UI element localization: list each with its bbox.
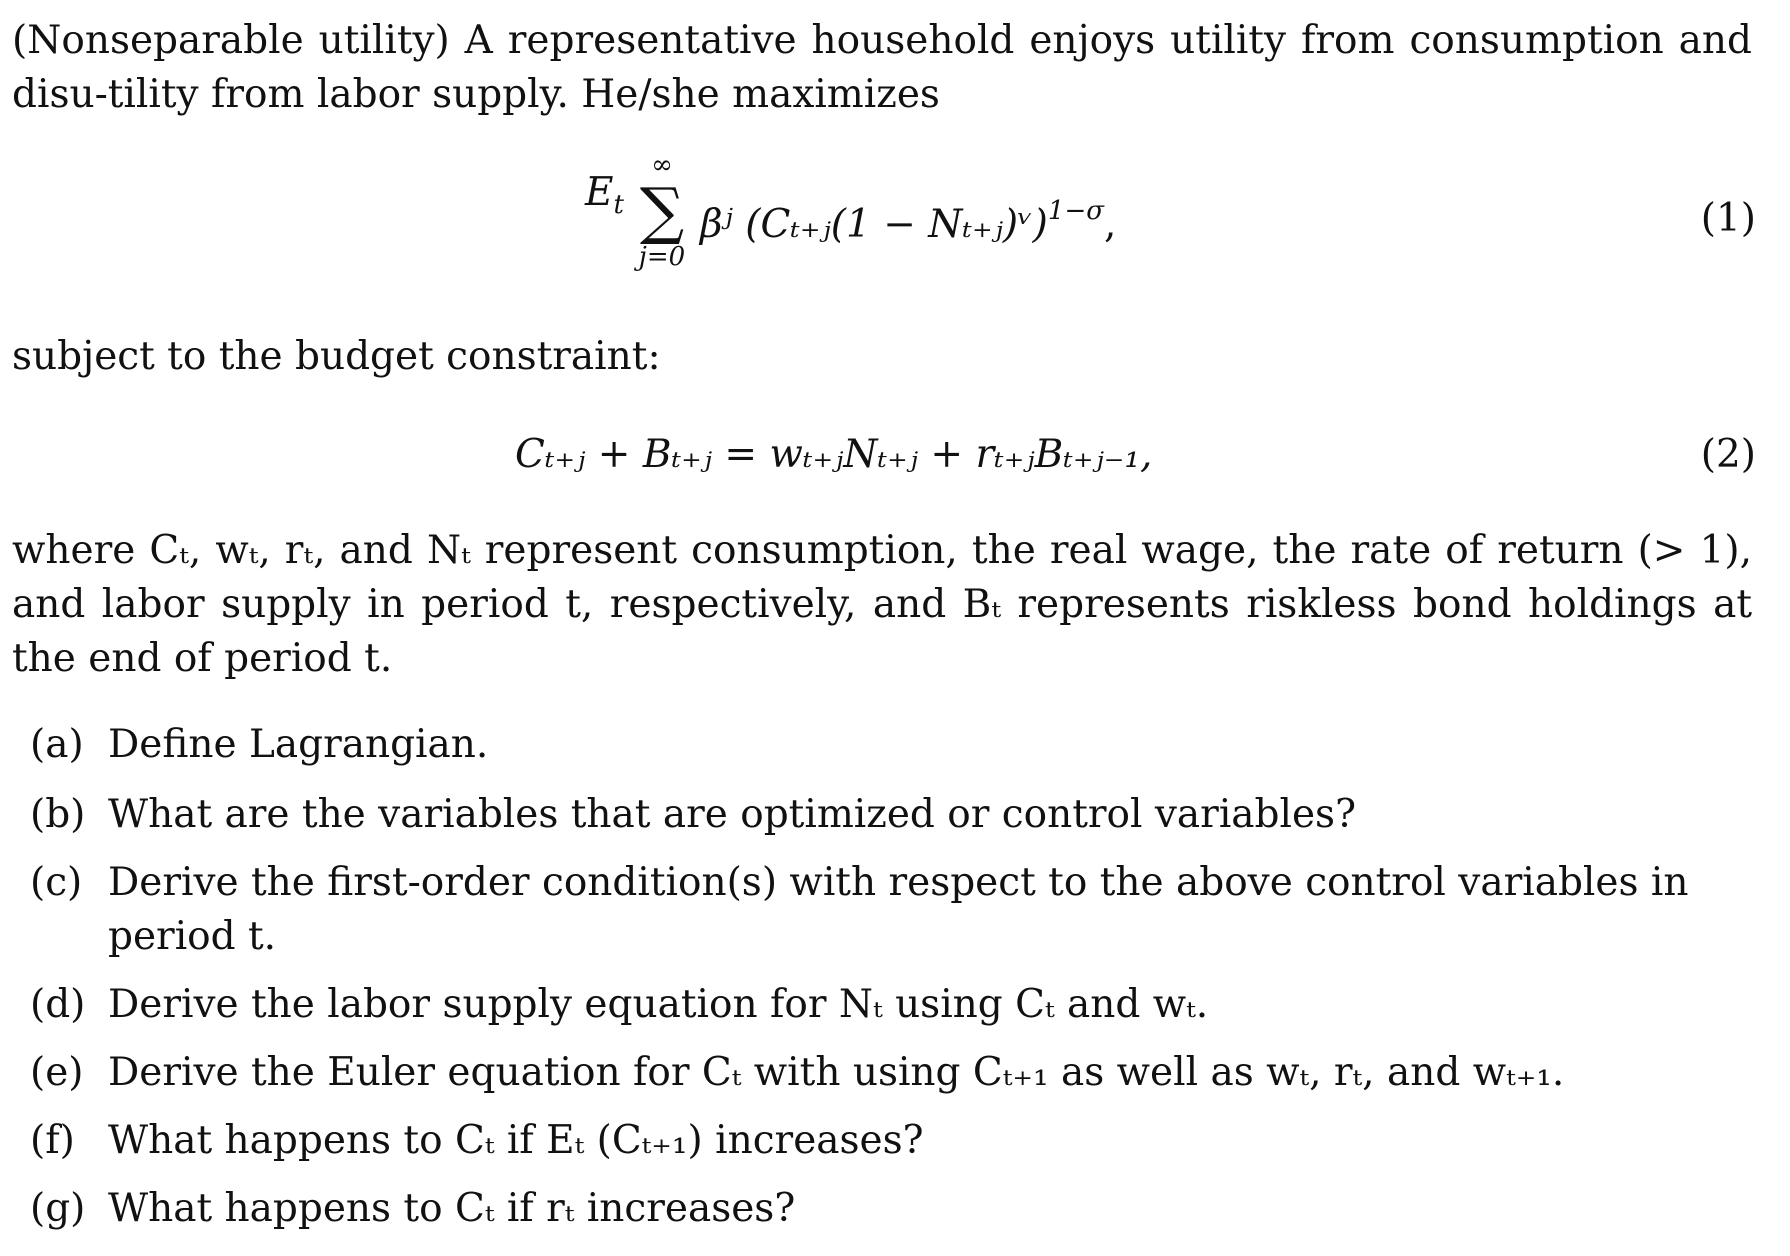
equation-1-comma: , [1103, 202, 1117, 247]
question-c [30, 856, 1750, 959]
question-text: Derive the first-order condition(s) with respect to the above control variables in period t. [108, 860, 1689, 959]
sum-symbol: ∑ [639, 174, 685, 247]
question-label: (g) [30, 1186, 86, 1231]
question-g [30, 1182, 1750, 1236]
expectation-subscript: t [613, 190, 624, 220]
equation-2-number: (2) [1700, 432, 1756, 477]
where-paragraph: where Cₜ, wₜ, rₜ, and Nₜ represent consumption, the real wage, the rate of return (> 1), and labor supply in period t, respectively, and Bₜ represents riskless bond holdings at the end of period t. [12, 528, 1752, 681]
question-d [30, 978, 1750, 1032]
question-text: Derive the Euler equation for Cₜ with using Cₜ₊₁ as well as wₜ, rₜ, and wₜ₊₁. [108, 1050, 1565, 1095]
question-text: Define Lagrangian. [108, 722, 489, 767]
equation-1-exponent: 1−σ [1047, 196, 1104, 226]
sum-lower-limit: j=0 [638, 242, 686, 272]
intro-paragraph: (Nonseparable utility) A representative household enjoys utility from consumption and disu-tility from labor supply. He/she maximizes [12, 18, 1752, 117]
constraint-intro: subject to the budget constraint: [12, 334, 661, 379]
question-e [30, 1046, 1750, 1100]
question-a [30, 718, 1750, 772]
equation-2: Cₜ₊ⱼ + Bₜ₊ⱼ = wₜ₊ⱼNₜ₊ⱼ + rₜ₊ⱼBₜ₊ⱼ₋₁, [515, 432, 1153, 477]
equation-1-body [700, 196, 1116, 247]
sum-upper-limit: ∞ [651, 150, 673, 180]
equation-1-number: (1) [1700, 196, 1756, 241]
question-text: Derive the labor supply equation for Nₜ using Cₜ and wₜ. [108, 982, 1209, 1027]
question-text: What happens to Cₜ if Eₜ (Cₜ₊₁) increases? [108, 1118, 924, 1163]
question-label: (a) [30, 722, 84, 767]
question-label: (b) [30, 792, 86, 837]
question-f [30, 1114, 1750, 1168]
equation-1-expression: βʲ (Cₜ₊ⱼ(1 − Nₜ₊ⱼ)ᵛ) [700, 202, 1048, 247]
question-text: What are the variables that are optimized or control variables? [108, 792, 1356, 837]
expectation-operator: E [585, 170, 614, 215]
question-label: (d) [30, 982, 86, 1027]
summation [632, 150, 692, 272]
question-label: (e) [30, 1050, 84, 1095]
question-label: (f) [30, 1118, 75, 1163]
equation-1 [585, 170, 624, 220]
question-b [30, 788, 1750, 842]
question-text: What happens to Cₜ if rₜ increases? [108, 1186, 796, 1231]
question-label: (c) [30, 860, 83, 905]
